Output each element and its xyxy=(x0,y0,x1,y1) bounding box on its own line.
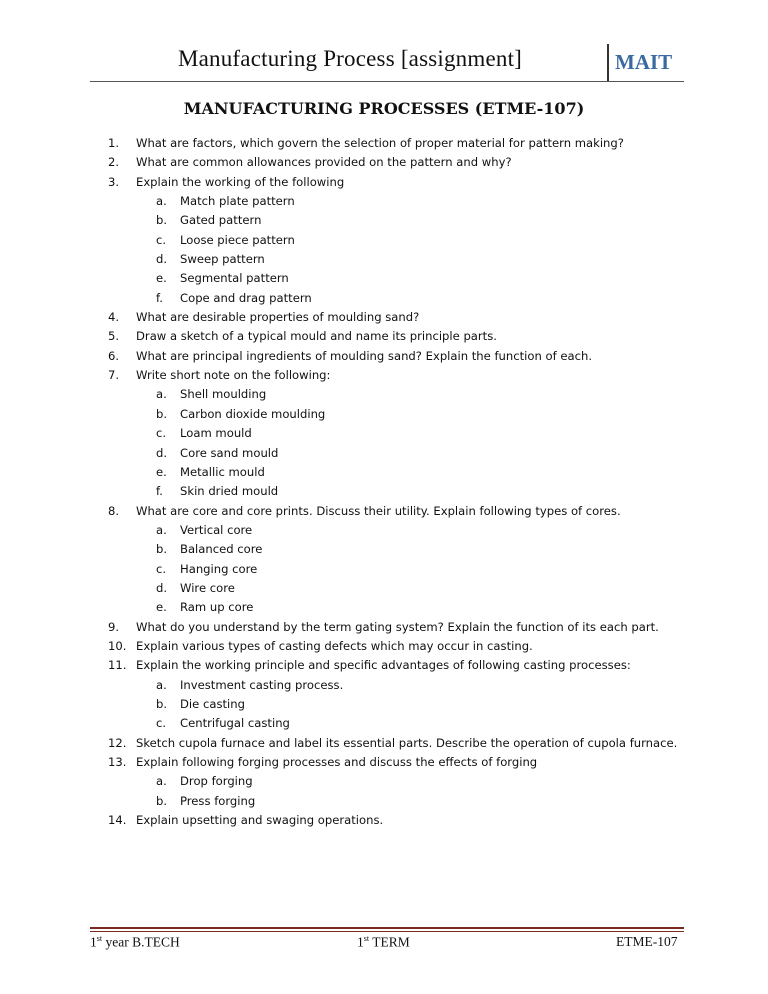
sub-item xyxy=(108,385,708,404)
sub-item-text: Sweep pattern xyxy=(180,252,265,267)
sub-item xyxy=(108,424,708,443)
sub-item xyxy=(108,231,708,250)
question-number: 9. xyxy=(108,619,120,634)
question-item xyxy=(108,811,708,830)
sub-item-letter: c. xyxy=(156,426,167,441)
sub-item-text: Drop forging xyxy=(180,774,253,789)
sub-item-letter: f. xyxy=(156,484,163,499)
sub-item-text: Vertical core xyxy=(180,522,253,537)
sub-item-text: Hanging core xyxy=(180,561,258,576)
sub-item-text: Investment casting process. xyxy=(180,677,344,692)
question-text: What are factors, which govern the selection of proper material for pattern making? xyxy=(136,136,624,150)
sub-item xyxy=(108,405,708,424)
header-rule xyxy=(90,81,684,82)
sub-item xyxy=(108,579,708,598)
question-text: Explain the working principle and specific advantages of following casting processes: xyxy=(136,658,631,673)
sub-item-letter: f. xyxy=(156,290,163,305)
footer-year xyxy=(90,934,180,951)
question-number: 10. xyxy=(108,638,127,653)
question-item xyxy=(108,734,708,753)
sub-item-letter: e. xyxy=(156,271,167,286)
sub-item-letter: b. xyxy=(156,696,168,711)
question-text: Draw a sketch of a typical mould and name its principle parts. xyxy=(136,329,497,344)
sub-item-letter: c. xyxy=(156,716,167,731)
sub-item-letter: b. xyxy=(156,542,168,557)
footer-rule xyxy=(90,927,684,929)
sub-item-letter: a. xyxy=(156,194,167,209)
footer-term-sup: st xyxy=(363,934,370,943)
question-item xyxy=(108,173,708,192)
sub-item-text: Loose piece pattern xyxy=(180,232,295,247)
sub-item-text: Gated pattern xyxy=(180,213,262,228)
footer-year-sup: st xyxy=(96,934,103,943)
question-text: What are common allowances provided on the pattern and why? xyxy=(136,155,512,170)
sub-item xyxy=(108,211,708,230)
document-title: MANUFACTURING PROCESSES (ETME-107) xyxy=(183,99,585,118)
question-text: Explain upsetting and swaging operations. xyxy=(136,813,384,828)
question-text: What do you understand by the term gating system? Explain the function of its each part. xyxy=(136,619,659,634)
sub-item xyxy=(108,772,708,791)
question-text: Sketch cupola furnace and label its essential parts. Describe the operation of cupola furnace. xyxy=(136,735,678,750)
question-number: 11. xyxy=(108,658,127,673)
question-item xyxy=(108,134,708,153)
sub-item xyxy=(108,250,708,269)
question-item xyxy=(108,618,708,637)
question-text: What are principal ingredients of moulding sand? Explain the function of each. xyxy=(136,348,593,363)
question-number: 6. xyxy=(108,348,120,363)
sub-item-text: Match plate pattern xyxy=(180,194,295,209)
footer-term-num: 1 xyxy=(357,934,364,950)
question-item xyxy=(108,327,708,346)
sub-item xyxy=(108,192,708,211)
question-number: 5. xyxy=(108,329,120,344)
sub-item xyxy=(108,289,708,308)
question-text: What are desirable properties of moulding sand? xyxy=(136,310,420,325)
question-item xyxy=(108,656,708,675)
question-list xyxy=(108,134,708,830)
sub-item-text: Carbon dioxide moulding xyxy=(180,406,326,421)
sub-item-text: Loam mould xyxy=(180,426,252,441)
sub-item-letter: a. xyxy=(156,387,167,402)
sub-item-text: Centrifugal casting xyxy=(180,716,290,731)
question-number: 2. xyxy=(108,155,120,170)
question-number: 7. xyxy=(108,368,120,383)
header-divider xyxy=(607,44,609,81)
sub-item xyxy=(108,560,708,579)
question-item xyxy=(108,637,708,656)
footer-term-text: TERM xyxy=(369,934,410,950)
sub-item xyxy=(108,792,708,811)
question-number: 12. xyxy=(108,735,127,750)
question-number: 8. xyxy=(108,503,120,518)
sub-item xyxy=(108,521,708,540)
sub-item-text: Die casting xyxy=(180,696,245,711)
question-number: 14. xyxy=(108,813,127,828)
footer-year-text: year B.TECH xyxy=(102,934,180,950)
question-text: Explain the working of the following xyxy=(136,174,345,189)
sub-item-text: Balanced core xyxy=(180,542,263,557)
sub-item xyxy=(108,540,708,559)
sub-item-text: Core sand mould xyxy=(180,445,279,460)
question-item xyxy=(108,153,708,172)
sub-item xyxy=(108,482,708,501)
footer-year-num: 1 xyxy=(90,934,97,950)
question-text: Explain various types of casting defects which may occur in casting. xyxy=(136,638,533,653)
sub-item-text: Skin dried mould xyxy=(180,484,279,499)
sub-item-text: Wire core xyxy=(180,580,235,595)
question-item xyxy=(108,502,708,521)
sub-item-text: Press forging xyxy=(180,793,256,808)
sub-item xyxy=(108,598,708,617)
question-item xyxy=(108,753,708,772)
sub-item-letter: a. xyxy=(156,774,167,789)
sub-item-text: Segmental pattern xyxy=(180,271,289,286)
question-number: 1. xyxy=(108,136,120,150)
sub-item-letter: c. xyxy=(156,561,167,576)
question-item xyxy=(108,308,708,327)
sub-item-text: Shell moulding xyxy=(180,387,267,402)
sub-item-letter: c. xyxy=(156,232,167,247)
sub-item-letter: e. xyxy=(156,600,167,615)
question-text: Write short note on the following: xyxy=(136,368,331,383)
question-text: Explain following forging processes and discuss the effects of forging xyxy=(136,755,538,769)
sub-item-letter: b. xyxy=(156,406,168,421)
header-brand: MAIT xyxy=(615,50,673,74)
footer-rule-thin xyxy=(90,931,684,932)
sub-item-letter: d. xyxy=(156,580,168,595)
footer-term xyxy=(357,934,410,951)
sub-item xyxy=(108,444,708,463)
sub-item-text: Cope and drag pattern xyxy=(180,290,312,305)
sub-item xyxy=(108,695,708,714)
sub-item-letter: b. xyxy=(156,793,168,808)
sub-item-letter: a. xyxy=(156,677,167,692)
sub-item-letter: d. xyxy=(156,252,168,267)
sub-item xyxy=(108,714,708,733)
question-number: 4. xyxy=(108,310,120,325)
sub-item-letter: d. xyxy=(156,445,168,460)
question-text: What are core and core prints. Discuss their utility. Explain following types of cores. xyxy=(136,503,621,518)
sub-item-letter: e. xyxy=(156,464,167,479)
sub-item xyxy=(108,269,708,288)
sub-item-letter: a. xyxy=(156,522,167,537)
question-number: 3. xyxy=(108,174,120,189)
sub-item-text: Metallic mould xyxy=(180,464,265,479)
question-number: 13. xyxy=(108,755,127,769)
question-item xyxy=(108,366,708,385)
sub-item xyxy=(108,676,708,695)
sub-item-letter: b. xyxy=(156,213,168,228)
sub-item xyxy=(108,463,708,482)
sub-item-text: Ram up core xyxy=(180,600,254,615)
header-title: Manufacturing Process [assignment] xyxy=(177,46,523,71)
question-item xyxy=(108,347,708,366)
footer-course-code: ETME-107 xyxy=(616,934,678,949)
